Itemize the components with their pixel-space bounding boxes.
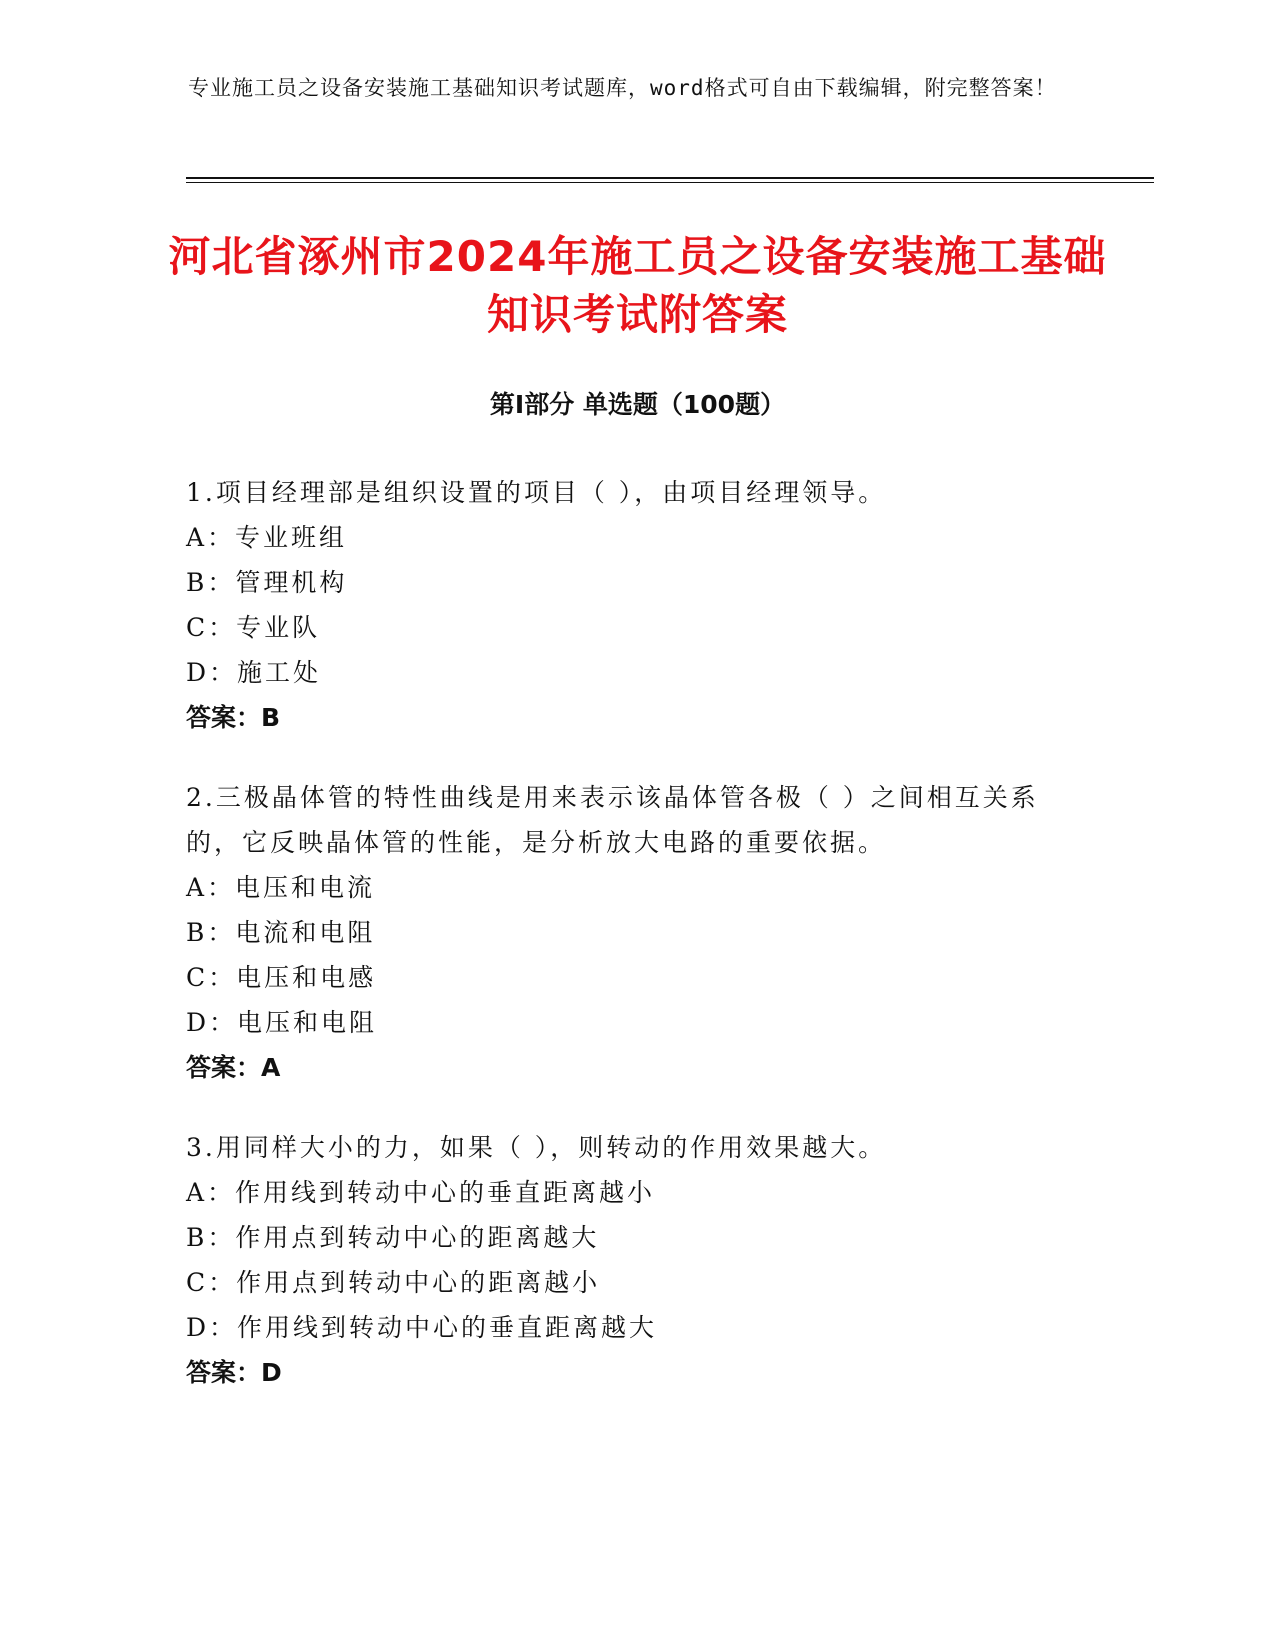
answer: 答案：B (186, 703, 281, 732)
question-stem: 1.项目经理部是组织设置的项目（ ），由项目经理领导。 (186, 478, 887, 507)
option-d: D：作用线到转动中心的垂直距离越大 (186, 1313, 658, 1342)
question-stem: 2.三极晶体管的特性曲线是用来表示该晶体管各极（ ）之间相互关系的，它反映晶体管的性能，是分析放大电路的重要依据。 (186, 783, 1039, 857)
question-2 (186, 775, 1086, 1091)
question-1 (186, 470, 1086, 741)
option-a: A：电压和电流 (186, 873, 376, 902)
section-title: 第Ⅰ部分 单选题（100题） (489, 390, 786, 419)
answer: 答案：A (186, 1053, 281, 1082)
document-title: 河北省涿州市2024年施工员之设备安装施工基础知识考试附答案 (168, 232, 1107, 339)
option-d: D：电压和电阻 (186, 1008, 378, 1037)
header-divider (186, 177, 1154, 179)
header-note: 专业施工员之设备安装施工基础知识考试题库，word格式可自由下载编辑，附完整答案！ (188, 76, 1057, 100)
option-b: B：管理机构 (186, 568, 348, 597)
answer: 答案：D (186, 1358, 282, 1387)
option-a: A：专业班组 (186, 523, 348, 552)
header-divider-thin (186, 182, 1154, 183)
option-c: C：作用点到转动中心的距离越小 (186, 1268, 601, 1297)
question-list (186, 470, 1086, 1430)
option-c: C：电压和电感 (186, 963, 377, 992)
option-a: A：作用线到转动中心的垂直距离越小 (186, 1178, 656, 1207)
question-stem: 3.用同样大小的力，如果（ ），则转动的作用效果越大。 (186, 1133, 887, 1162)
option-b: B：电流和电阻 (186, 918, 376, 947)
option-d: D：施工处 (186, 658, 322, 687)
option-b: B：作用点到转动中心的距离越大 (186, 1223, 600, 1252)
question-3 (186, 1125, 1086, 1396)
option-c: C：专业队 (186, 613, 321, 642)
